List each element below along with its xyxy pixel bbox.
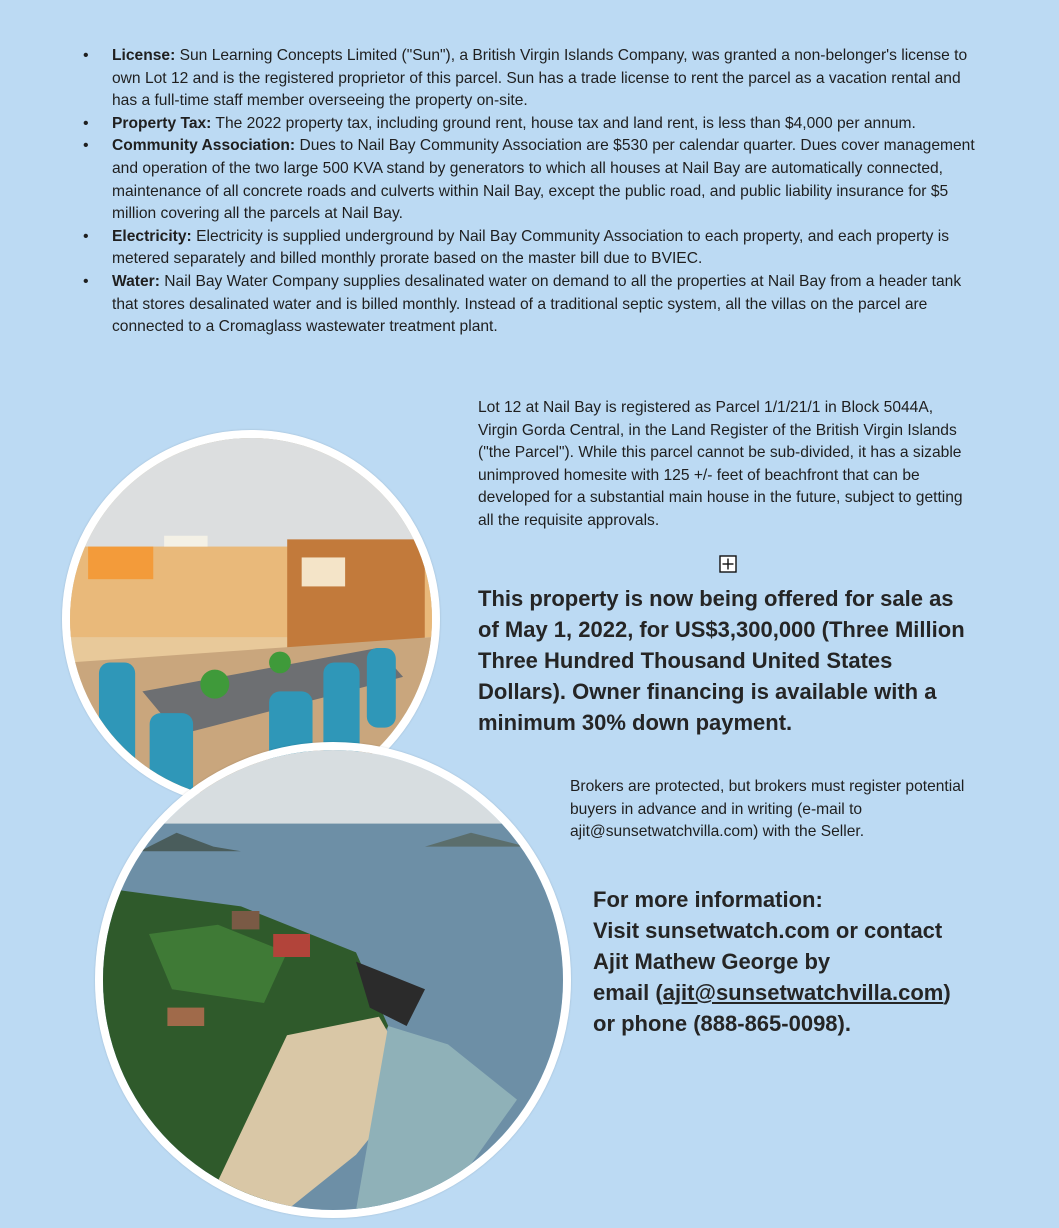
electricity-text: Electricity is supplied underground by Nail Bay Community Association to each property, and each property is metered separately and billed monthly prorate based on the master bill due to BVIEC. xyxy=(112,227,950,268)
water-text: Nail Bay Water Company supplies desalinated water on demand to all the properties at Nail Bay from a header tank that stores desalinated water and is billed monthly. Instead of a traditional septic system, all the villas on the parcel are connected to a Cromaglass wastewater treatment plant. xyxy=(112,272,962,336)
property-tax-text: The 2022 property tax, including ground rent, house tax and land rent, is less than $4,000 per annum. xyxy=(211,114,916,132)
license-label: License: xyxy=(112,47,176,64)
bullet-dot-icon: • xyxy=(83,272,89,290)
contact-heading: For more information: xyxy=(593,887,823,912)
move-anchor-icon[interactable] xyxy=(719,555,737,573)
license-text: Sun Learning Concepts Limited ("Sun"), a British Virgin Islands Company, was granted a non-belonger's license to own Lot 12 and is the registered proprietor of this parcel. Sun has a trade license to rent the parcel as a vacation rental and has a full-time staff member overseeing the property on-site. xyxy=(112,47,968,110)
aerial-coastline-photo xyxy=(95,742,571,1218)
bullet-dot-icon: • xyxy=(83,227,89,245)
parcel-description: Lot 12 at Nail Bay is registered as Parcel 1/1/21/1 in Block 5044A, Virgin Gorda Central, in the Land Register of the British Virgin Islands ("the Parcel"). While this parcel cannot be sub-divided, it has a sizable unimproved homesite with 125 +/- feet of beachfront that can be developed for a substantial main house in the future, subject to getting all the requisite approvals. xyxy=(478,399,963,529)
property-tax-label: Property Tax: xyxy=(112,114,212,132)
contact-website-line: Visit sunsetwatch.com or contact xyxy=(593,918,943,943)
bullet-dot-icon: • xyxy=(83,137,89,155)
community-association-label: Community Association: xyxy=(112,137,296,155)
bullet-property-tax xyxy=(80,113,985,136)
bullet-dot-icon: • xyxy=(83,47,89,64)
contact-name-line: Ajit Mathew George by xyxy=(593,949,831,974)
contact-info xyxy=(593,884,1013,1039)
property-details-list xyxy=(80,45,985,339)
email-prefix: email ( xyxy=(593,980,663,1005)
water-label: Water: xyxy=(112,272,160,290)
contact-phone-line: or phone (888-865-0098). xyxy=(593,1011,851,1036)
community-association-text: Dues to Nail Bay Community Association are $530 per calendar quarter. Dues cover management and operation of the two large 500 KVA stand by generators to which all houses at Nail Bay are automatically connected, maintenance of all concrete roads and culverts within Nail Bay, except the public road, and public liability insurance for $5 million covering all the parcels at Nail Bay. xyxy=(112,137,975,223)
sale-announcement: This property is now being offered for sale as of May 1, 2022, for US$3,300,000 (Three Million Three Hundred Thousand United States Dollars). Owner financing is available with a minimum 30% down payment. xyxy=(478,586,965,735)
contact-email-line xyxy=(593,977,1013,1008)
bullet-water xyxy=(80,271,985,339)
email-suffix: ) xyxy=(943,980,951,1005)
bullet-electricity xyxy=(80,226,985,271)
email-link[interactable]: ajit@sunsetwatchvilla.com xyxy=(662,980,944,1005)
bullet-community-association xyxy=(80,135,985,225)
bullet-license xyxy=(80,45,985,113)
electricity-label: Electricity: xyxy=(112,227,192,245)
bullet-dot-icon: • xyxy=(83,114,89,132)
brokers-notice: Brokers are protected, but brokers must register potential buyers in advance and in writing (e-mail to ajit@sunsetwatchvilla.com) with the Seller. xyxy=(570,778,965,841)
